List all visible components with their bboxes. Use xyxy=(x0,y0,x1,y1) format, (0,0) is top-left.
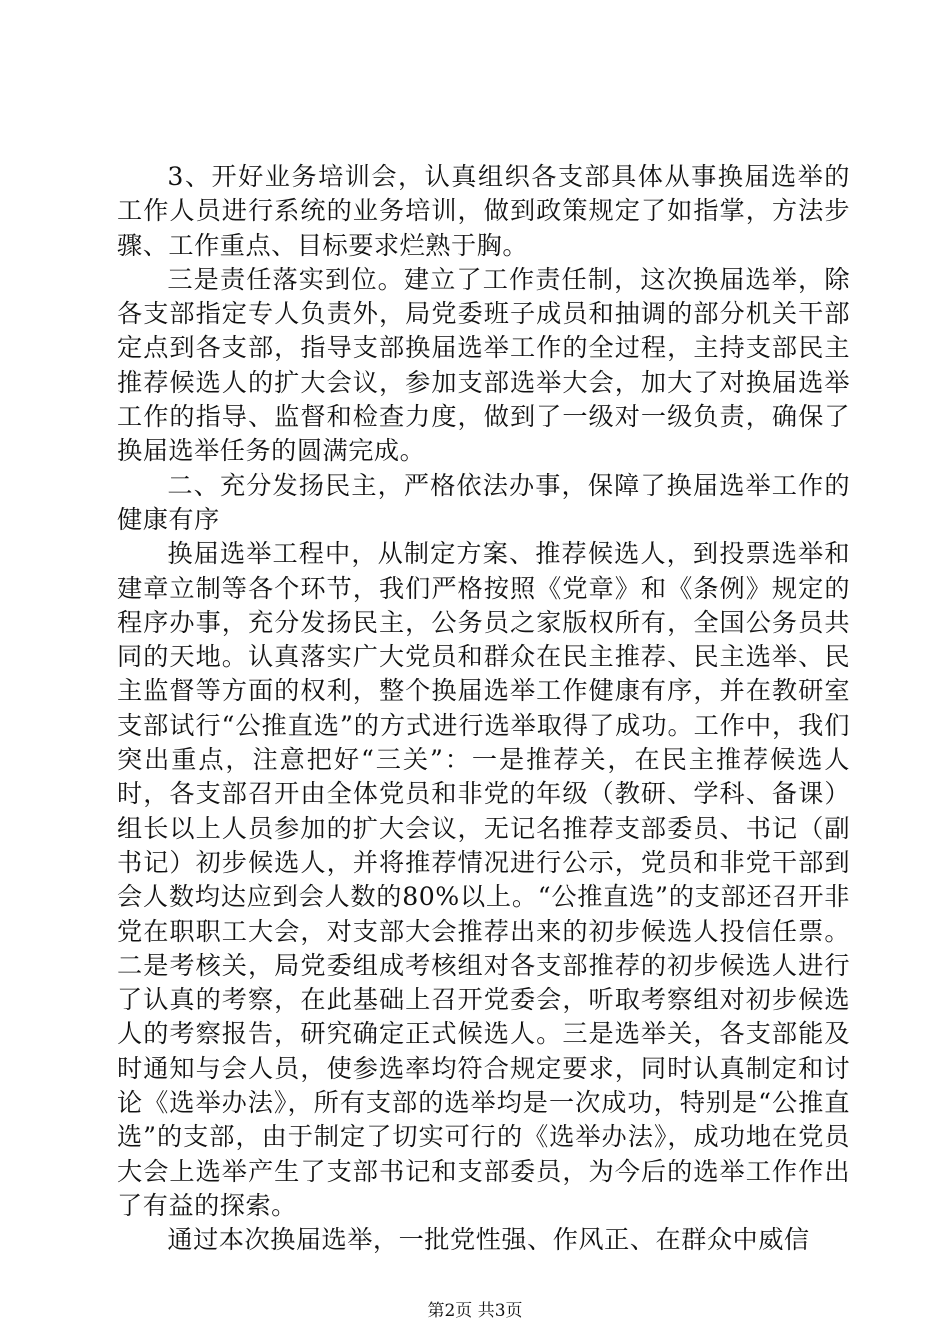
paragraph-responsibility: 三是责任落实到位。建立了工作责任制，这次换届选举，除各支部指定专人负责外，局党委班子成员和抽调的部分机关干部定点到各支部，指导支部换届选举工作的全过程，主持支部民主推荐候选人的扩大会议，参加支部选举大会，加大了对换届选举工作的指导、监督和检查力度，做到了一级对一级负责，确保了换届选举任务的圆满完成。 xyxy=(117,264,850,466)
paragraph-election-process: 换届选举工程中，从制定方案、推荐候选人，到投票选举和建章立制等各个环节，我们严格按照《党章》和《条例》规定的程序办事，充分发扬民主，公务员之家版权所有，全国公务员共同的天地。认真落实广大党员和群众在民主推荐、民主选举、民主监督等方面的权利，整个换届选举工作健康有序，并在教研室支部试行“公推直选”的方式进行选举取得了成功。工作中，我们突出重点，注意把好“三关”：一是推荐关，在民主推荐候选人时，各支部召开由全体党员和非党的年级（教研、学科、备课）组长以上人员参加的扩大会议，无记名推荐支部委员、书记（副书记）初步候选人，并将推荐情况进行公示，党员和非党干部到会人数均达应到会人数的80%以上。“公推直选”的支部还召开非党在职职工大会，对支部大会推荐出来的初步候选人投信任票。二是考核关，局党委组成考核组对各支部推荐的初步候选人进行了认真的考察，在此基础上召开党委会，听取考察组对初步候选人的考察报告，研究确定正式候选人。三是选举关，各支部能及时通知与会人员，使参选率均符合规定要求，同时认真制定和讨论《选举办法》，所有支部的选举均是一次成功，特别是“公推直选”的支部，由于制定了切实可行的《选举办法》，成功地在党员大会上选举产生了支部书记和支部委员，为今后的选举工作作出了有益的探索。 xyxy=(117,539,850,1220)
page-number-footer: 第2页 共3页 xyxy=(427,1301,523,1321)
paragraph-conclusion-start: 通过本次换届选举，一批党性强、作风正、在群众中威信 xyxy=(167,1225,810,1255)
paragraph-training: 3、开好业务培训会，认真组织各支部具体从事换届选举的工作人员进行系统的业务培训，做到政策规定了如指掌，方法步骤、工作重点、目标要求烂熟于胸。 xyxy=(117,162,850,260)
document-body xyxy=(117,160,850,1258)
section-heading-democracy: 二、充分发扬民主，严格依法办事，保障了换届选举工作的健康有序 xyxy=(117,470,850,534)
